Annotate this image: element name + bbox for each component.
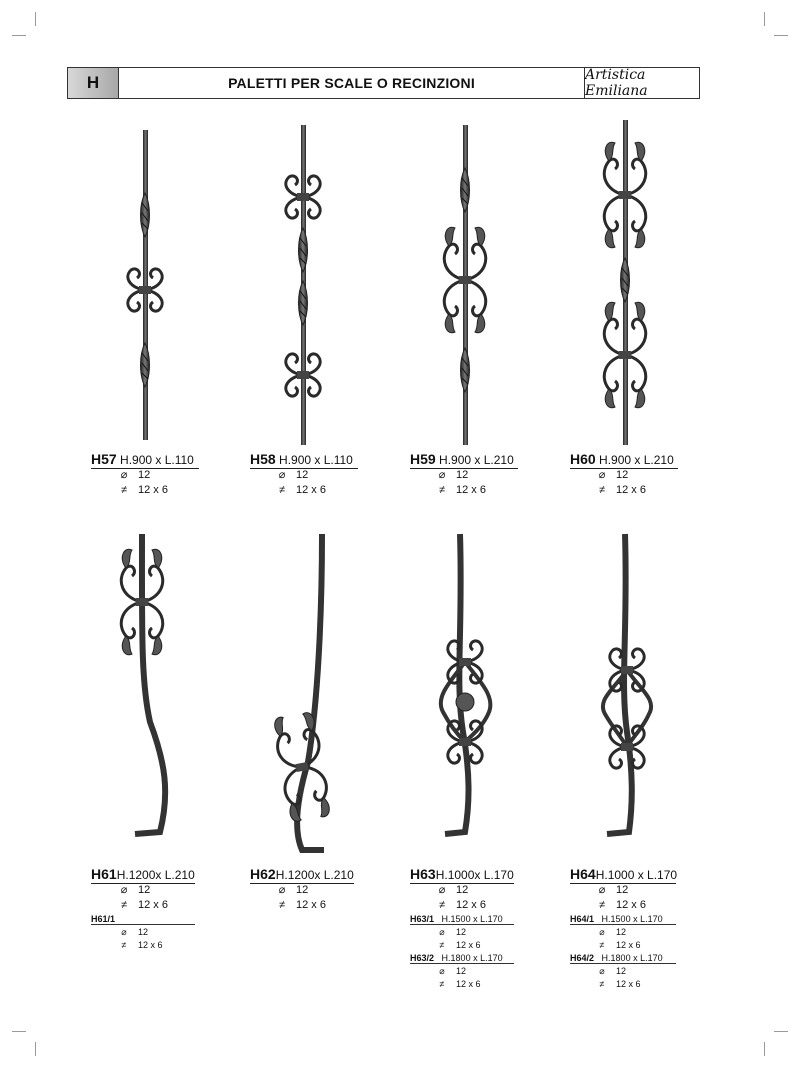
flat-bar-icon: ≠	[439, 979, 445, 989]
spec-flat: ≠ 12 x 6	[434, 979, 481, 989]
flat-bar-icon: ≠	[598, 899, 606, 911]
spec-flat: ≠ 12 x 6	[116, 899, 168, 911]
diameter-icon: ⌀	[278, 469, 286, 481]
flat-bar-icon: ≠	[599, 979, 605, 989]
diameter-icon: ⌀	[121, 927, 127, 937]
diameter-icon: ⌀	[120, 884, 128, 896]
crop-mark	[764, 12, 765, 26]
section-letter: H	[68, 68, 119, 98]
diameter-icon: ⌀	[598, 884, 606, 896]
spec-flat: ≠ 12 x 6	[434, 940, 481, 950]
crop-mark	[35, 12, 36, 26]
spec-diameter: ⌀ 12	[594, 883, 628, 896]
page-title: PALETTI PER SCALE O RECINZIONI	[228, 75, 475, 91]
baluster-h61-image	[105, 532, 195, 852]
spec-flat: ≠ 12 x 6	[116, 940, 163, 950]
diameter-icon: ⌀	[599, 927, 605, 937]
diameter-icon: ⌀	[439, 927, 445, 937]
brand-logo: Artistica Emiliana	[584, 68, 699, 98]
diameter-icon: ⌀	[598, 469, 606, 481]
baluster-h60-image	[585, 120, 665, 445]
spec-diameter: ⌀ 12	[594, 927, 626, 938]
spec-diameter: ⌀ 12	[434, 927, 466, 938]
variant-code-h64-2: H64/2 H.1800 x L.170	[570, 953, 676, 964]
flat-bar-icon: ≠	[599, 940, 605, 950]
diameter-icon: ⌀	[438, 469, 446, 481]
variant-code-h64-1: H64/1 H.1500 x L.170	[570, 914, 676, 925]
product-code-h60: H60 H.900 x L.210	[570, 451, 678, 469]
spec-flat: ≠ 12 x 6	[434, 899, 486, 911]
baluster-h58-image	[268, 125, 338, 445]
crop-mark	[12, 1031, 26, 1032]
product-code-h62: H62H.1200x L.210	[250, 866, 354, 882]
spec-flat: ≠ 12 x 6	[116, 484, 168, 496]
variant-code-h63-1: H63/1 H.1500 x L.170	[410, 914, 514, 925]
variant-code-h63-2: H63/2 H.1800 x L.170	[410, 953, 514, 964]
flat-bar-icon: ≠	[120, 484, 128, 496]
baluster-h64-image	[585, 532, 675, 852]
baluster-h63-image	[425, 532, 515, 852]
crop-mark	[35, 1042, 36, 1056]
product-code-h61: H61H.1200x L.210	[91, 866, 195, 882]
crop-mark	[764, 1042, 765, 1056]
crop-mark	[774, 1031, 788, 1032]
baluster-h62-image	[260, 532, 350, 857]
spec-flat: ≠ 12 x 6	[594, 899, 646, 911]
product-code-h59: H59 H.900 x L.210	[410, 451, 518, 469]
flat-bar-icon: ≠	[598, 484, 606, 496]
spec-diameter: ⌀ 12	[274, 468, 308, 481]
flat-bar-icon: ≠	[438, 484, 446, 496]
flat-bar-icon: ≠	[439, 940, 445, 950]
diameter-icon: ⌀	[120, 469, 128, 481]
diameter-icon: ⌀	[278, 884, 286, 896]
variant-code-h61-1: H61/1	[91, 914, 195, 925]
diameter-icon: ⌀	[439, 966, 445, 976]
flat-bar-icon: ≠	[278, 899, 286, 911]
product-code-h58: H58 H.900 x L.110	[250, 451, 358, 469]
baluster-h59-image	[425, 125, 505, 445]
flat-bar-icon: ≠	[121, 940, 127, 950]
flat-bar-icon: ≠	[438, 899, 446, 911]
spec-diameter: ⌀ 12	[116, 927, 148, 938]
spec-flat: ≠ 12 x 6	[594, 484, 646, 496]
baluster-h57-image	[110, 125, 180, 445]
page-header	[67, 67, 700, 99]
spec-flat: ≠ 12 x 6	[274, 899, 326, 911]
spec-flat: ≠ 12 x 6	[274, 484, 326, 496]
spec-diameter: ⌀ 12	[116, 468, 150, 481]
product-code-h63: H63H.1000x L.170	[410, 866, 514, 882]
flat-bar-icon: ≠	[278, 484, 286, 496]
spec-diameter: ⌀ 12	[434, 468, 468, 481]
spec-flat: ≠ 12 x 6	[434, 484, 486, 496]
spec-diameter: ⌀ 12	[434, 883, 468, 896]
spec-flat: ≠ 12 x 6	[594, 940, 641, 950]
crop-mark	[12, 35, 26, 36]
spec-diameter: ⌀ 12	[594, 966, 626, 977]
product-code-h57: H57 H.900 x L.110	[91, 451, 199, 469]
product-code-h64: H64H.1000 x L.170	[570, 866, 678, 882]
diameter-icon: ⌀	[599, 966, 605, 976]
crop-mark	[774, 35, 788, 36]
flat-bar-icon: ≠	[120, 899, 128, 911]
spec-diameter: ⌀ 12	[274, 883, 308, 896]
spec-flat: ≠ 12 x 6	[594, 979, 641, 989]
spec-diameter: ⌀ 12	[116, 883, 150, 896]
spec-diameter: ⌀ 12	[434, 966, 466, 977]
diameter-icon: ⌀	[438, 884, 446, 896]
spec-diameter: ⌀ 12	[594, 468, 628, 481]
